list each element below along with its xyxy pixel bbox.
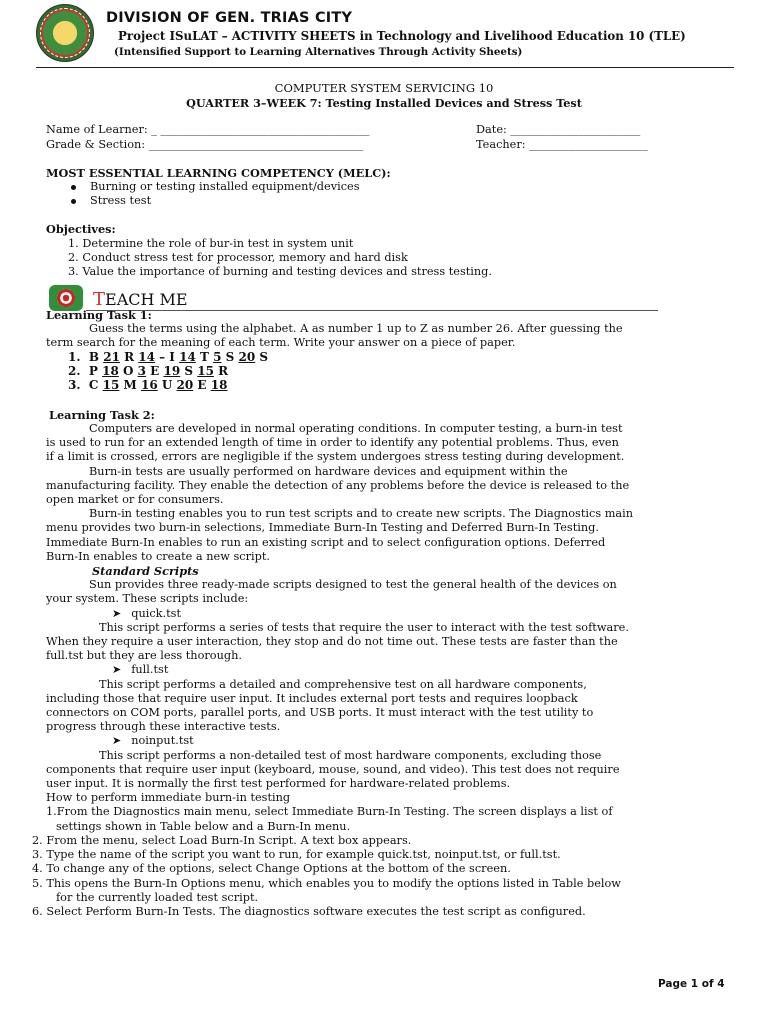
project-subtitle: (Intensified Support to Learning Alternatives Through Activity Sheets) <box>114 46 523 58</box>
melc-item: Burning or testing installed equipment/devices <box>71 180 360 193</box>
script-name: ➤ full.tst <box>112 663 169 677</box>
script-name: ➤ noinput.tst <box>112 734 194 748</box>
division-name: DIVISION OF GEN. TRIAS CITY <box>106 10 353 26</box>
melc-item: Stress test <box>71 194 151 207</box>
task1-instructions: Guess the terms using the alphabet. A as number 1 up to Z as number 26. After guessing the <box>89 322 623 335</box>
objectives-heading: Objectives: <box>46 222 116 236</box>
header-divider <box>36 67 734 68</box>
howto-heading: How to perform immediate burn-in testing <box>46 791 291 805</box>
bullet-icon <box>71 185 76 190</box>
task1-heading: Learning Task 1: <box>46 308 152 322</box>
puzzle-item-2: 2. P 18 O 3 E 19 S 15 R <box>68 364 229 378</box>
bullet-icon <box>71 199 76 204</box>
task2-heading: Learning Task 2: <box>49 408 155 422</box>
division-seal-logo <box>36 4 94 62</box>
project-title: Project ISuLAT – ACTIVITY SHEETS in Technology and Livelihood Education 10 (TLE) <box>118 29 686 43</box>
page-number: Page 1 of 4 <box>658 978 725 990</box>
quarter-title: QUARTER 3–WEEK 7: Testing Installed Devices and Stress Test <box>186 96 582 110</box>
puzzle-item-1: 1. B 21 R 14 – I 14 T 5 S 20 S <box>68 350 269 364</box>
melc-heading: MOST ESSENTIAL LEARNING COMPETENCY (MELC): <box>46 166 391 180</box>
objective-item: 3. Value the importance of burning and testing devices and stress testing. <box>68 265 492 278</box>
standard-scripts-heading: Standard Scripts <box>92 564 199 579</box>
arrow-bullet-icon: ➤ <box>112 606 122 620</box>
teacher-field[interactable]: Teacher: _____________________ <box>476 138 648 151</box>
objective-item: 2. Conduct stress test for processor, memory and hard disk <box>68 251 408 264</box>
puzzle-item-3: 3. C 15 M 16 U 20 E 18 <box>68 378 228 392</box>
learner-name-field[interactable]: Name of Learner: _ _____________________________________ <box>46 123 370 136</box>
arrow-bullet-icon: ➤ <box>112 663 122 677</box>
script-name: ➤ quick.tst <box>112 606 181 620</box>
teach-me-underline <box>86 310 658 311</box>
teach-me-heading: TEACH ME <box>93 289 188 310</box>
grade-section-field[interactable]: Grade & Section: ______________________________________ <box>46 138 364 151</box>
paragraph: Computers are developed in normal operating conditions. In computer testing, a burn-in test is used to run for an extended length of time in order to identify any potential problems. Thus, even if a limit is crossed, errors are negligible if the system undergoes stress testing during development. Burn-in tests are usually performed on hardware devices and equipment within the manufacturing facility. They enable the detection of any problems before the device is released to the open market or for consumers. Burn-in testing enables you to run test scripts and to create new scripts. The Diagnostics main menu provides two burn-in selections, Immediate Burn-In Testing and Deferred Burn-In Testing. Immediate Burn-In enables to run an existing script and to select configuration options. Deferred Burn-In enables to create a new script. Standard Scripts Sun provides three ready-made scripts designed to test the general health of the devices on your system. These scripts include: ➤ quick.tst This script performs a series of tests that require the user to interact with the test software. When they require a user interaction, they stop and do not time out. These tests are faster than the full.tst but they are less thorough. ➤ full.tst This script performs a detailed and comprehensive test on all hardware components, including those that require user input. It includes external port tests and requires loopback connectors on COM ports, parallel ports, and USB ports. It must interact with the test utility to progress through these interactive tests. ➤ noinput.tst This script performs a non-detailed test of most hardware components, excluding those components that require user input (keyboard, mouse, sound, and video). This test does not require user input. It is normally the first test performed for hardware-related problems. How to perform immediate burn-in testing 1.From the Diagnostics main menu, select Immediate Burn-In Testing. The screen displays a list of settings shown in Table below and a Burn-In menu. 2. From the menu, select Load Burn-In Script. A text box appears. 3. Type the name of the script you want to run, for example quick.tst, noinput.tst, or full.tst. 4. To change any of the options, select Change Options at the bottom of the screen. 5. This opens the Burn-In Options menu, which enables you to modify the options listed in Table below for the currently loaded test script. 6. Select Perform Burn-In Tests. The diagnostics software executes the test script as configured. <box>46 422 722 919</box>
objective-item: 1. Determine the role of bur-in test in system unit <box>68 237 354 250</box>
date-field[interactable]: Date: _______________________ <box>476 123 641 136</box>
task1-instructions: term search for the meaning of each term. Write your answer on a piece of paper. <box>46 336 516 349</box>
course-title: COMPUTER SYSTEM SERVICING 10 <box>274 81 494 95</box>
arrow-bullet-icon: ➤ <box>112 734 122 748</box>
